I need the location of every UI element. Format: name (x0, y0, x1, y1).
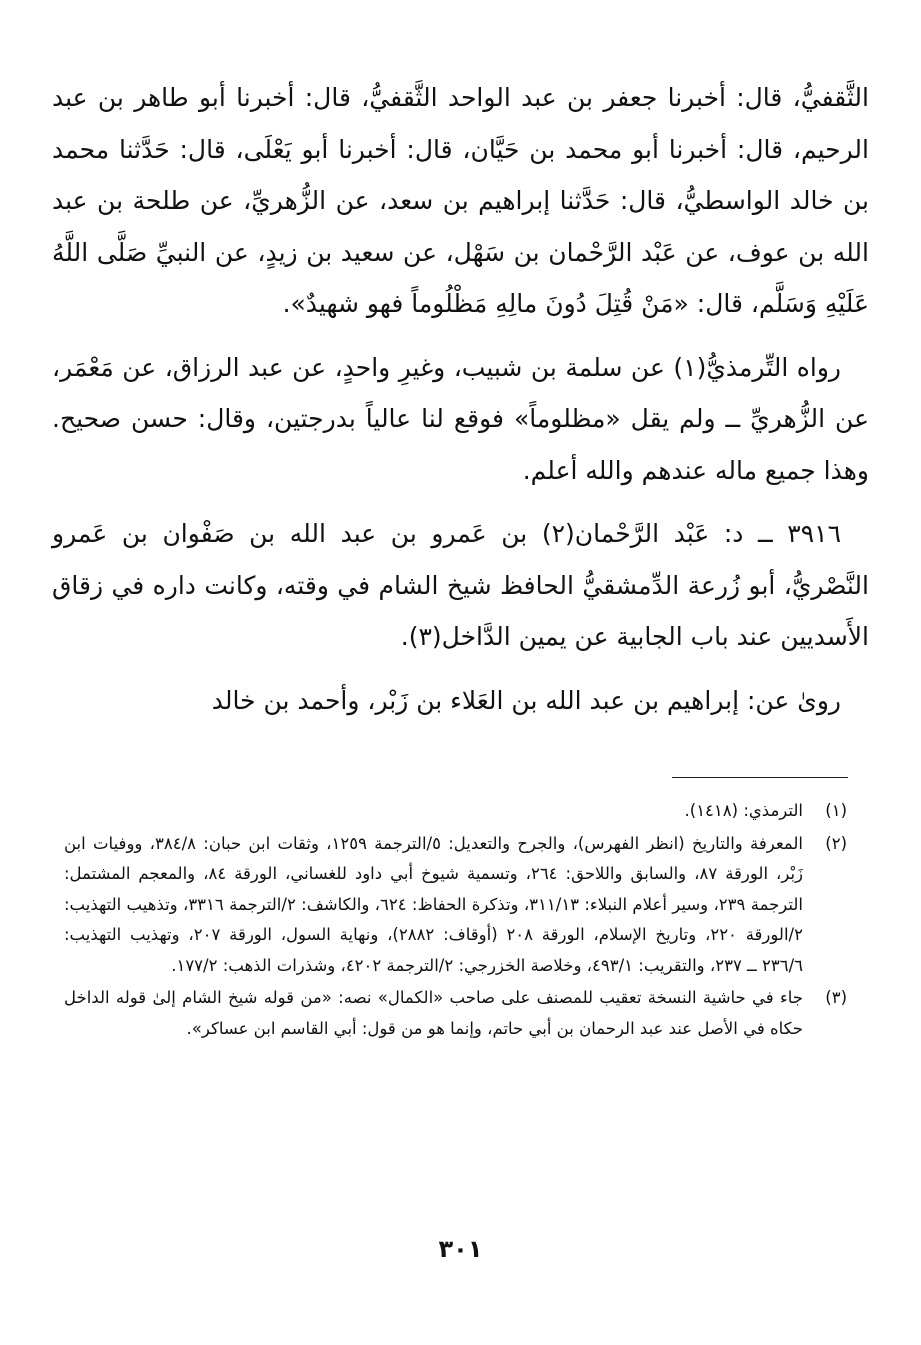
paragraph-tirmidhi: رواه التِّرمذيُّ(١) عن سلمة بن شبيب، وغيرِ واحدٍ، عن عبد الرزاق، عن مَعْمَر، عن الزُّهريِّ ــ ولم يقل «مظلوماً» فوقع لنا عالياً بدرجتين، وقال: حسن صحيح. وهذا جميع ماله عندهم والله أعلم. (52, 352, 869, 485)
footnote-text: المعرفة والتاريخ (انظر الفهرس)، والجرح والتعديل: ٥/الترجمة ١٢٥٩، وثقات ابن حبان: ٣٨٤/٨، ووفيات ابن زَبْر، الورقة ٨٧، والسابق واللاحق: ٢٦٤، وتسمية شيوخ أبي داود للغساني، الورقة ٨٤، والمعجم المشتمل: الترجمة ٢٣٩، وسير أعلام النبلاء: ٣١١/١٣، وتذكرة الحفاظ: ٦٢٤، والكاشف: ٢/الترجمة ٣٣١٦، وتذهيب التهذيب: ٢/الورقة ٢٢٠، وتاريخ الإسلام، الورقة ٢٠٨ (أوقاف: ٢٨٨٢)، ونهاية السول، الورقة ٢٠٧، وتهذيب التهذيب: ٢٣٦/٦ ــ ٢٣٧، والتقريب: ٤٩٣/١، وخلاصة الخزرجي: ٢/الترجمة ٤٢٠٢، وشذرات الذهب: ١٧٧/٢. (64, 833, 804, 975)
page-number: ٣٠١ (438, 1235, 483, 1263)
footnote-number: (٣) (825, 988, 847, 1007)
footnote-2 (64, 829, 847, 982)
footnote-text: جاء في حاشية النسخة تعقيب للمصنف على صاحب «الكمال» نصه: «من قوله شيخ الشام إلىٰ قوله الداخل حكاه في الأصل عند عبد الرحمان بن أبي حاتم، وإنما هو من قول: أبي القاسم ابن عساكر». (64, 988, 803, 1038)
paragraph-isnad: الثَّقفيُّ، قال: أخبرنا جعفر بن عبد الواحد الثَّقفيُّ، قال: أخبرنا أبو طاهر بن عبد الرحيم، قال: أخبرنا أبو محمد بن حَيَّان، قال: أخبرنا أبو يَعْلَى، قال: حَدَّثنا محمد بن خالد الواسطيُّ، قال: حَدَّثنا إبراهيم بن سعد، عن الزُّهريِّ، عن طلحة بن عبد الله بن عوف، عن عَبْد الرَّحْمان بن سَهْل، عن سعيد بن زيدٍ، عن النبيِّ صَلَّى اللَّهُ عَلَيْهِ وَسَلَّم، قال: «مَنْ قُتِلَ دُونَ مالِهِ مَظْلُوماً فهو شهيدٌ». (52, 83, 869, 318)
footnotes (64, 796, 847, 1046)
paragraph-biography-entry: ٣٩١٦ ــ د: عَبْد الرَّحْمان(٢) بن عَمرو بن عبد الله بن صَفْوان بن عَمرو النَّصْريُّ، أبو زُرعة الدِّمشقيُّ الحافظ شيخ الشام في وقته، وكانت داره في زقاق الأَسديين عند باب الجابية عن يمين الدَّاخل(٣). (52, 519, 869, 651)
footnote-number: (٢) (825, 833, 847, 853)
paragraph-narrated-from: روىٰ عن: إبراهيم بن عبد الله بن العَلاء بن زَبْر، وأحمد بن خالد (211, 685, 841, 715)
footnote-1 (64, 796, 847, 827)
main-text (52, 72, 869, 738)
footnote-text: الترمذي: (١٤١٨). (684, 801, 803, 820)
footnote-3 (64, 983, 847, 1044)
footnote-number: (١) (825, 801, 847, 820)
footnote-divider (672, 777, 848, 778)
